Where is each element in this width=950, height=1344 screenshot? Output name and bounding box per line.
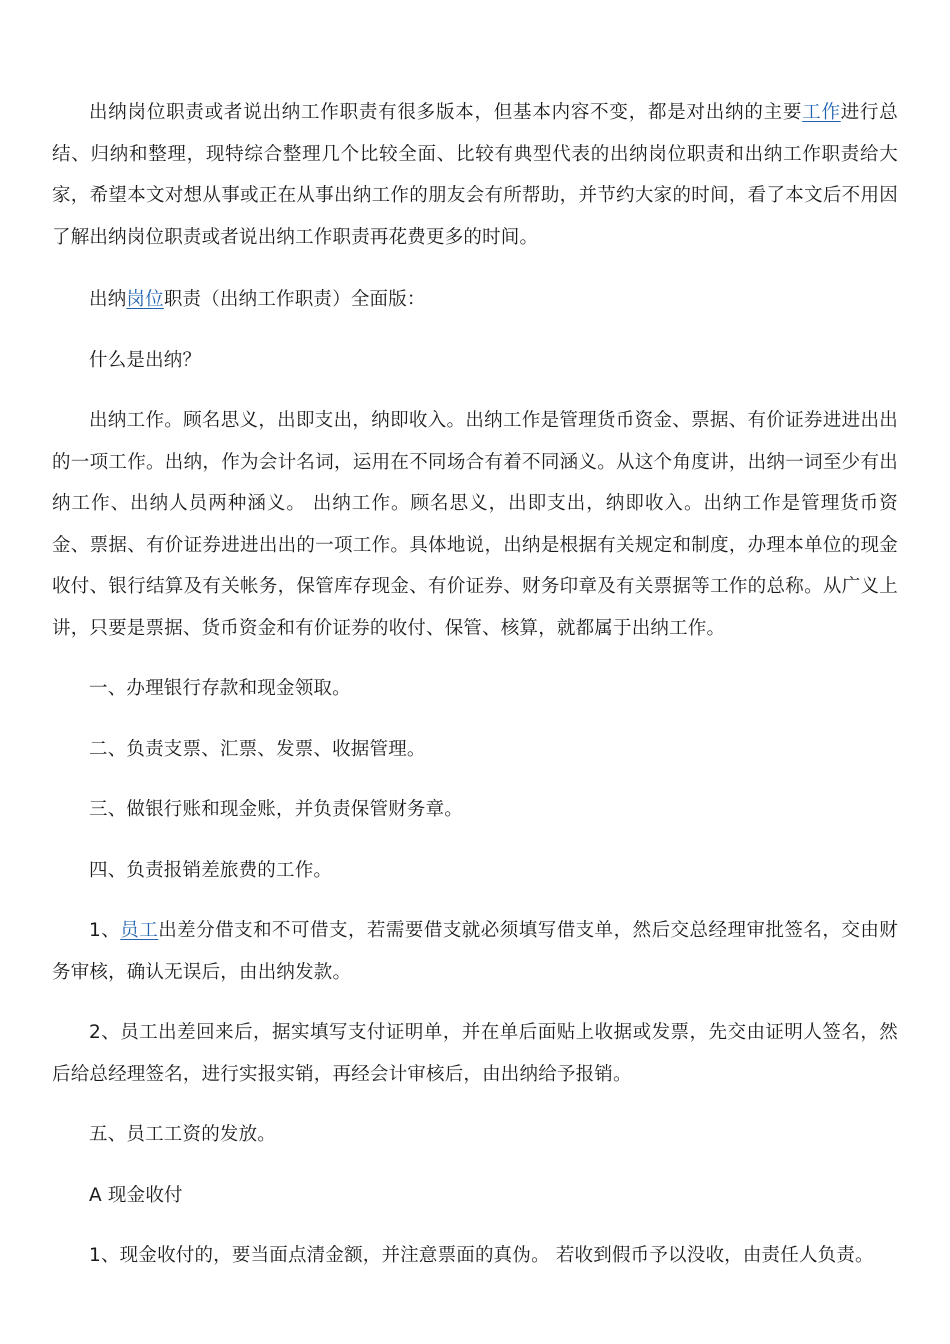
sub-item-2: 2、员工出差回来后，据实填写支付证明单，并在单后面贴上收据或发票，先交由证明人签名，然后给总经理签名，进行实报实销，再经会计审核后，由出纳给予报销。	[52, 1022, 898, 1085]
definition-paragraph: 出纳工作。顾名思义，出即支出，纳即收入。出纳工作是管理货币资金、票据、有价证券进进出出的一项工作。出纳，作为会计名词，运用在不同场合有着不同涵义。从这个角度讲，出纳一词至少有出纳工作、出纳人员两种涵义。 出纳工作。顾名思义，出即支出，纳即收入。出纳工作是管理货币资金、票据、有价证券进进出出的一项工作。具体地说，出纳是根据有关规定和制度，办理本单位的现金收付、银行结算及有关帐务，保管库存现金、有价证券、财务印章及有关票据等工作的总称。从广义上讲，只要是票据、货币资金和有价证券的收付、保管、核算，就都属于出纳工作。	[52, 410, 898, 639]
duty-item-1: 一、办理银行存款和现金领取。	[89, 678, 351, 699]
link-position[interactable]: 岗位	[126, 289, 164, 310]
sub-item-1	[52, 910, 898, 993]
section-a-heading: A 现金收付	[89, 1184, 183, 1206]
sub1-number: 1、	[89, 920, 121, 941]
heading-text-end: 职责（出纳工作职责）全面版：	[163, 289, 426, 310]
intro-text-start: 出纳岗位职责或者说出纳工作职责有很多版本，但基本内容不变，都是对出纳的主要	[89, 102, 803, 123]
duty-item-2: 二、负责支票、汇票、发票、收据管理。	[89, 738, 426, 760]
duty-item-4: 四、负责报销差旅费的工作。	[89, 859, 333, 881]
intro-paragraph	[52, 92, 898, 258]
link-employee[interactable]: 员工	[120, 920, 159, 941]
heading-text-start: 出纳	[89, 289, 127, 310]
link-work[interactable]: 工作	[802, 102, 841, 123]
intro-text-end: 进行总结、归纳和整理，现特综合整理几个比较全面、比较有典型代表的出纳岗位职责和出纳工作职责给大家，希望本文对想从事或正在从事出纳工作的朋友会有所帮助，并节约大家的时间，看了本文后不用因了解出纳岗位职责或者说出纳工作职责再花费更多的时间。	[52, 102, 899, 248]
duty-item-5: 五、员工工资的发放。	[89, 1124, 277, 1145]
question-paragraph: 什么是出纳？	[89, 349, 202, 371]
section-heading	[52, 279, 898, 321]
section-a-item-1: 1、现金收付的，要当面点清金额，并注意票面的真伪。 若收到假币予以没收，由责任人负责。	[89, 1245, 874, 1266]
sub1-text: 出差分借支和不可借支，若需要借支就必须填写借支单，然后交总经理审批签名，交由财务审核，确认无误后，由出纳发款。	[52, 920, 898, 983]
duty-item-3: 三、做银行账和现金账，并负责保管财务章。	[89, 799, 464, 820]
